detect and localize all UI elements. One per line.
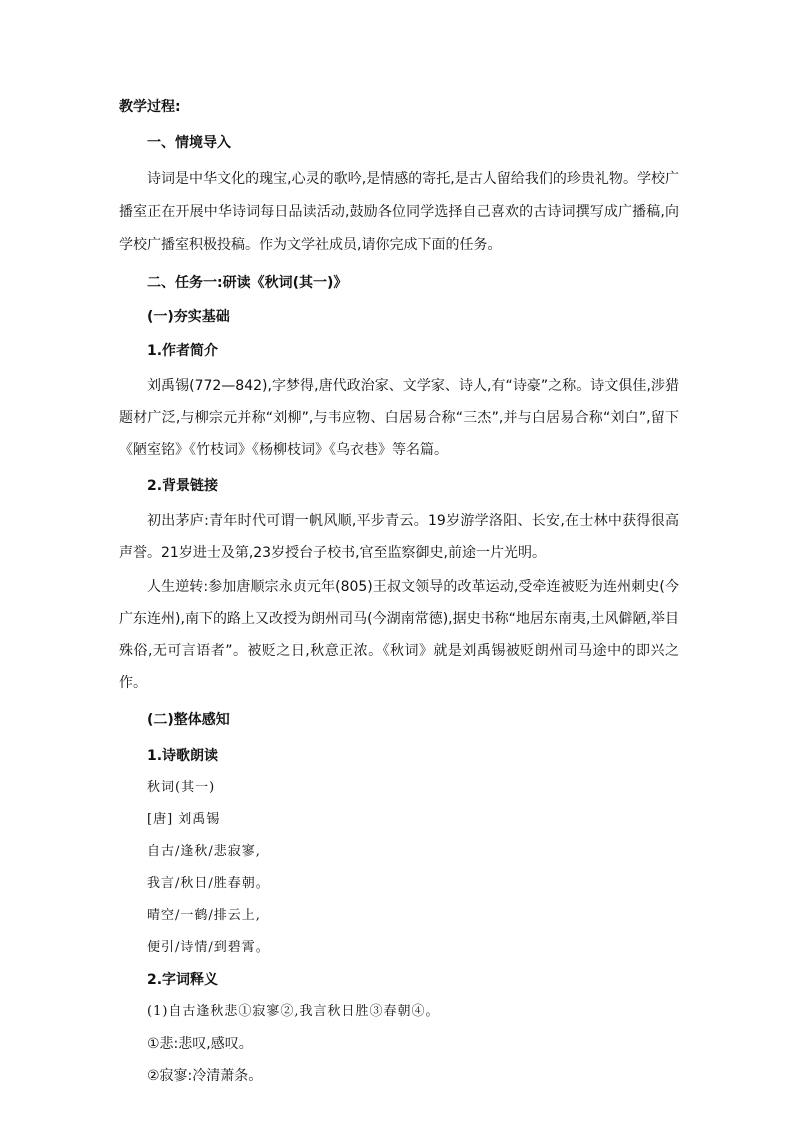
poem-lines: [119, 837, 679, 963]
vocab-title: 2.字词释义: [147, 972, 219, 988]
section-1-title: 一、情境导入: [147, 135, 231, 151]
section-2-title: 二、任务一:研读《秋词(其一)》: [147, 275, 348, 291]
poem-line: 自古/逢秋/悲寂寥,: [147, 844, 261, 859]
author-intro-title: 1.作者简介: [147, 343, 219, 359]
poem-reading-title: 1.诗歌朗读: [147, 748, 219, 764]
document-body: [119, 92, 679, 1091]
background-paragraph-2: 人生逆转:参加唐顺宗永贞元年(805)王叔文领导的改革运动,受牵连被贬为连州刺史(今广东连州),南下的路上又改授为朗州司马(今湖南常德),据史书称“地居东南夷,土风僻陋,举目殊俗,无可言语者”。被贬之日,秋意正浓。《秋词》就是刘禹锡被贬朗州司马途中的即兴之作。: [119, 579, 679, 691]
poem-title: 秋词(其一): [147, 780, 216, 795]
poem-author: [唐] 刘禹锡: [147, 812, 221, 827]
vocab-item: ②寂寥:冷清萧条。: [147, 1068, 263, 1084]
poem-line: 我言/秋日/胜春朝。: [147, 876, 270, 891]
document-heading: 教学过程:: [119, 99, 181, 115]
subsection-1-title: (一)夯实基础: [147, 309, 230, 325]
section-1-paragraph: 诗词是中华文化的瑰宝,心灵的歌吟,是情感的寄托,是古人留给我们的珍贵礼物。学校广播室正在开展中华诗词每日品读活动,鼓励各位同学选择自己喜欢的古诗词撰写成广播稿,向学校广播室积极投稿。作为文学社成员,请你完成下面的任务。: [119, 171, 679, 253]
vocab-question: (1)自古逢秋悲①寂寥②,我言秋日胜③春朝④。: [147, 1004, 440, 1019]
subsection-2-title: (二)整体感知: [147, 712, 230, 728]
author-intro-paragraph: 刘禹锡(772—842),字梦得,唐代政治家、文学家、诗人,有“诗豪”之称。诗文俱佳,涉猎题材广泛,与柳宗元并称“刘柳”,与韦应物、白居易合称“三杰”,并与白居易合称“刘白”,留下《陋室铭》《竹枝词》《杨柳枝词》《乌衣巷》等名篇。: [119, 378, 679, 458]
poem-line: 便引/诗情/到碧霄。: [147, 940, 270, 955]
vocab-item: ①悲:悲叹,感叹。: [147, 1036, 253, 1052]
background-paragraph-1: 初出茅庐:青年时代可谓一帆风顺,平步青云。19岁游学洛阳、长安,在士林中获得很高声誉。21岁进士及第,23岁授台子校书,官至监察御史,前途一片光明。: [119, 513, 679, 561]
background-title: 2.背景链接: [147, 478, 219, 494]
poem-line: 晴空/一鹤/排云上,: [147, 908, 261, 923]
